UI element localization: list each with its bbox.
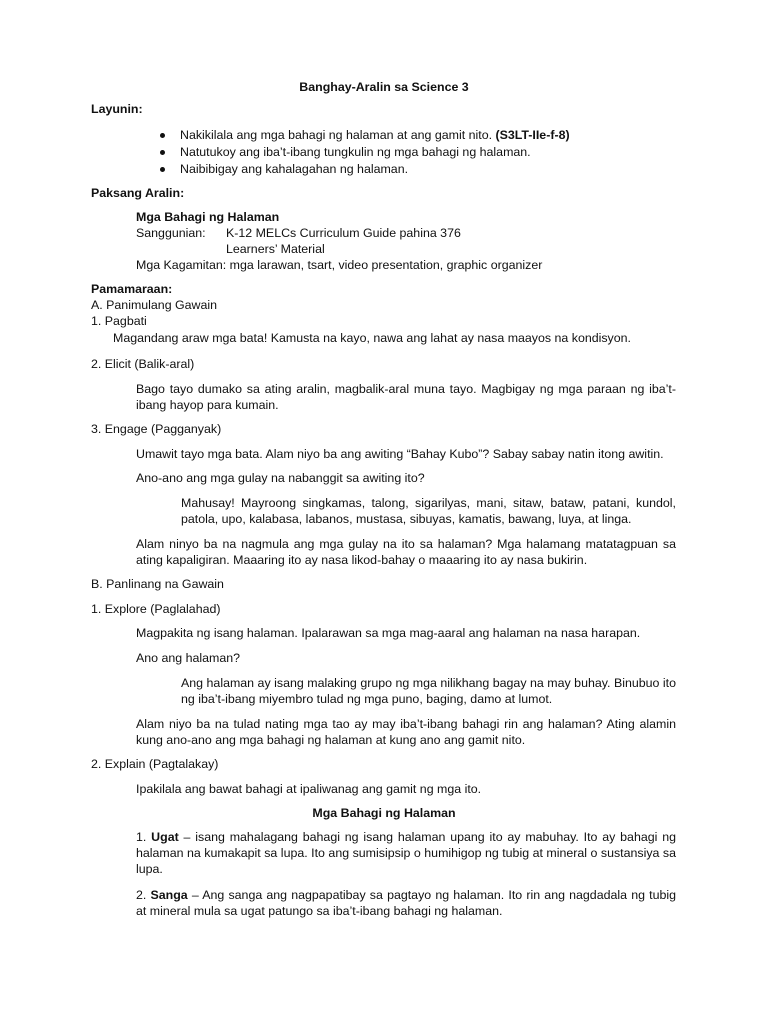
explain-label: 2. Explain (Pagtalakay): [91, 757, 219, 771]
ugat-definition: 1. Ugat – isang mahalagang bahagi ng isang halaman upang ito ay mabuhay. Ito ay bahagi ng halaman na kumakapit sa lupa. Ito ang sumisipsip o humihigop ng tubig at mineral o sustansiya sa lupa.: [136, 830, 676, 876]
explore-label: 1. Explore (Paglalahad): [91, 602, 221, 616]
explore-text-3: Alam niyo ba na tulad nating mga tao ay may iba’t-ibang bahagi rin ang halaman? Ating alamin kung ano-ano ang mga bahagi ng halaman at kung ano ang gamit nito.: [136, 717, 676, 747]
layunin-item-1: Nakikilala ang mga bahagi ng halaman at ang gamit nito. (S3LT-IIe-f-8): [180, 128, 570, 142]
ugat-term: Ugat: [151, 830, 179, 844]
engage-text-3: Alam ninyo ba na nagmula ang mga gulay na ito sa halaman? Mga halamang matatagpuan sa ating kapaligiran. Maaaring ito ay nasa likod-bahay o maaaring ito ay nasa bukirin.: [136, 537, 676, 567]
bullet-icon: [160, 167, 165, 172]
layunin-item-2: Natutukoy ang iba’t-ibang tungkulin ng mga bahagi ng halaman.: [180, 145, 531, 159]
bahagi-heading: Mga Bahagi ng Halaman: [312, 806, 456, 820]
sanggunian-label: Sanggunian:: [136, 226, 206, 240]
pagbati-text: Magandang araw mga bata! Kamusta na kayo, nawa ang lahat ay nasa maayos na kondisyon.: [113, 331, 631, 345]
bullet-icon: [160, 133, 165, 138]
engage-text-1: Umawit tayo mga bata. Alam niyo ba ang awiting “Bahay Kubo”? Sabay sabay natin itong awitin.: [136, 447, 664, 461]
paksa-topic: Mga Bahagi ng Halaman: [136, 210, 280, 224]
layunin-heading: Layunin:: [91, 102, 143, 116]
bullet-icon: [160, 150, 165, 155]
explore-text-1: Magpakita ng isang halaman. Ipalarawan sa mga mag-aaral ang halaman na nasa harapan.: [136, 626, 641, 640]
pamamaraan-heading: Pamamaraan:: [91, 282, 173, 296]
elicit-label: 2. Elicit (Balik-aral): [91, 357, 195, 371]
explore-answer: Ang halaman ay isang malaking grupo ng mga nilikhang bagay na may buhay. Binubuo ito ng iba’t-ibang miyembro tulad ng mga puno, baging, damo at lumot.: [181, 676, 676, 706]
engage-answer: Mahusay! Mayroong singkamas, talong, sigarilyas, mani, sitaw, bataw, patani, kundol, patola, upo, kalabasa, labanos, mustasa, sibuyas, kamatis, bawang, luya, at linga.: [181, 496, 676, 526]
explore-text-2: Ano ang halaman?: [136, 651, 241, 665]
competency-code: (S3LT-IIe-f-8): [495, 128, 570, 142]
kagamitan: Mga Kagamitan: mga larawan, tsart, video presentation, graphic organizer: [136, 258, 543, 272]
section-b: B. Panlinang na Gawain: [91, 577, 224, 591]
pagbati-label: 1. Pagbati: [91, 314, 147, 328]
sanggunian-2: Learners’ Material: [226, 242, 325, 256]
explain-text-1: Ipakilala ang bawat bahagi at ipaliwanag ang gamit ng mga ito.: [136, 782, 482, 796]
sanggunian-1: K-12 MELCs Curriculum Guide pahina 376: [226, 226, 461, 240]
engage-label: 3. Engage (Pagganyak): [91, 422, 222, 436]
layunin-item-3: Naibibigay ang kahalagahan ng halaman.: [180, 162, 409, 176]
elicit-text: Bago tayo dumako sa ating aralin, magbalik-aral muna tayo. Magbigay ng mga paraan ng iba’t-ibang hayop para kumain.: [136, 382, 676, 412]
document-title: Banghay-Aralin sa Science 3: [299, 80, 469, 94]
paksa-heading: Paksang Aralin:: [91, 186, 185, 200]
sanga-term: Sanga: [150, 888, 188, 902]
engage-text-2: Ano-ano ang mga gulay na nabanggit sa awiting ito?: [136, 471, 425, 485]
sanga-definition: 2. Sanga – Ang sanga ang nagpapatibay sa pagtayo ng halaman. Ito rin ang nagdadala ng tubig at mineral mula sa ugat patungo sa iba’t-ibang bahagi ng halaman.: [136, 888, 677, 918]
section-a: A. Panimulang Gawain: [91, 298, 218, 312]
